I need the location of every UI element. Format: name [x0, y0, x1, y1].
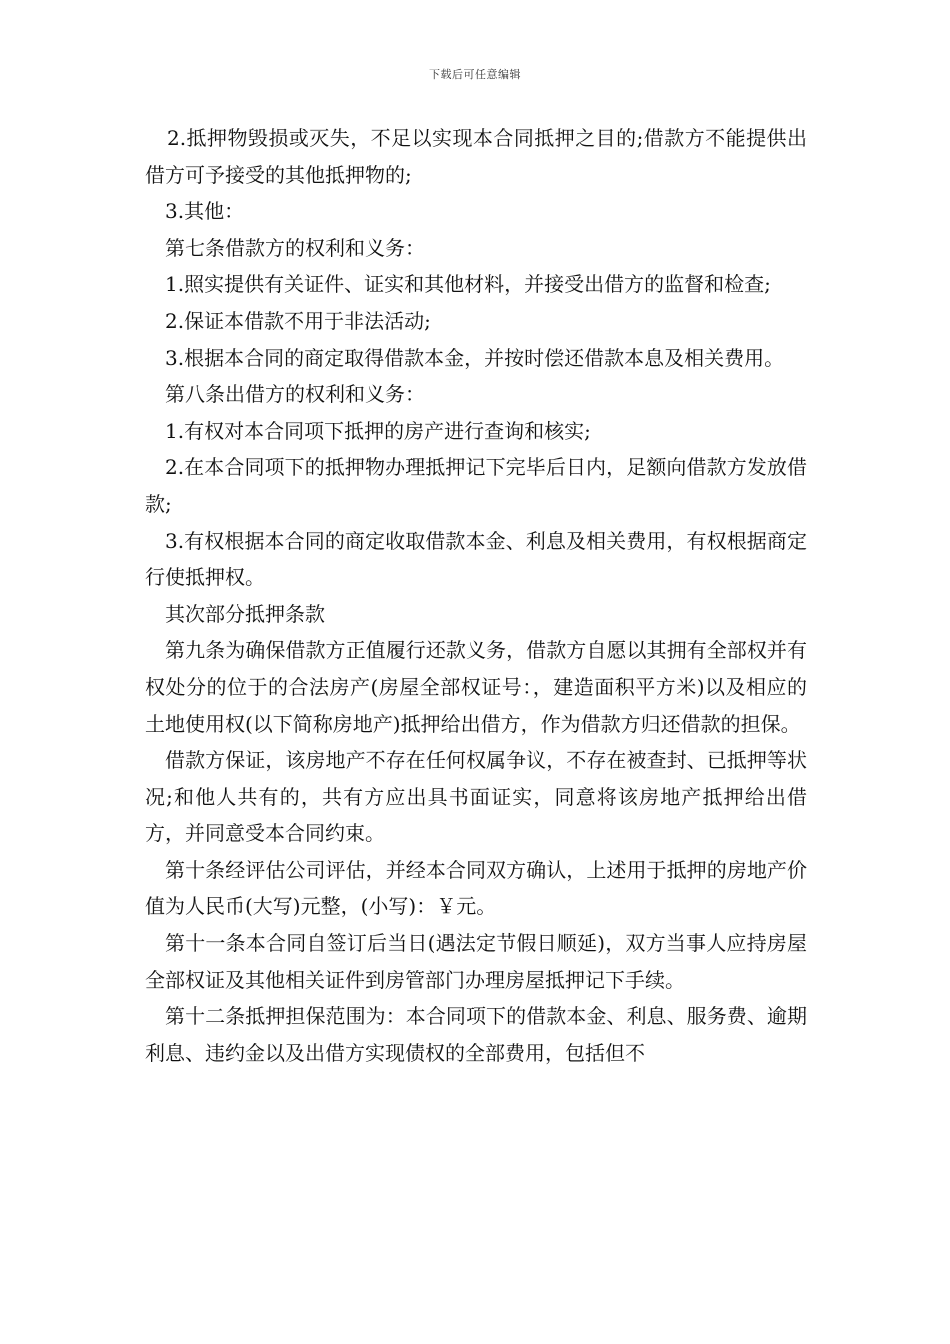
paragraph-clause-8-item-3: 3.有权根据本合同的商定收取借款本金、利息及相关费用，有权根据商定行使抵押权。 [145, 528, 807, 590]
paragraph-clause-11: 第十一条本合同自签订后当日(遇法定节假日顺延)，双方当事人应持房屋全部权证及其他相关证件到房管部门办理房屋抵押记下手续。 [145, 931, 807, 992]
section-heading-part-2: 其次部分抵押条款 [165, 601, 325, 626]
paragraph-clause-8-item-1: 1.有权对本合同项下抵押的房产进行查询和核实; [165, 418, 591, 443]
document-body [145, 120, 807, 1071]
paragraph-clause-10: 第十条经评估公司评估，并经本合同双方确认，上述用于抵押的房地产价值为人民币(大写)元整，(小写)：￥元。 [145, 857, 807, 919]
page-header: 下载后可任意编辑 [429, 68, 521, 81]
paragraph-clause-6-item-2: 2.抵押物毁损或灭失，不足以实现本合同抵押之目的;借款方不能提供出借方可予接受的其他抵押物的; [145, 126, 807, 187]
paragraph-clause-12: 第十二条抵押担保范围为：本合同项下的借款本金、利息、服务费、逾期利息、违约金以及出借方实现债权的全部费用，包括但不 [145, 1004, 807, 1065]
paragraph-borrower-guarantee: 借款方保证，该房地产不存在任何权属争议，不存在被查封、已抵押等状况;和他人共有的，共有方应出具书面证实，同意将该房地产抵押给出借方，并同意受本合同约束。 [145, 748, 807, 846]
paragraph-clause-8-item-2: 2.在本合同项下的抵押物办理抵押记下完毕后日内，足额向借款方发放借款; [145, 455, 807, 516]
paragraph-clause-6-item-3: 3.其他： [165, 199, 245, 224]
paragraph-clause-7-heading: 第七条借款方的权利和义务： [165, 235, 425, 260]
paragraph-clause-7-item-1: 1.照实提供有关证件、证实和其他材料，并接受出借方的监督和检查; [165, 272, 771, 297]
paragraph-clause-7-item-2: 2.保证本借款不用于非法活动; [165, 308, 431, 333]
paragraph-clause-9: 第九条为确保借款方正值履行还款义务，借款方自愿以其拥有全部权并有权处分的位于的合法房产(房屋全部权证号：，建造面积平方米)以及相应的土地使用权(以下简称房地产)抵押给出借方，作为借款方归还借款的担保。 [145, 638, 807, 736]
paragraph-clause-7-item-3: 3.根据本合同的商定取得借款本金，并按时偿还借款本息及相关费用。 [165, 345, 785, 370]
paragraph-clause-8-heading: 第八条出借方的权利和义务： [165, 382, 425, 407]
